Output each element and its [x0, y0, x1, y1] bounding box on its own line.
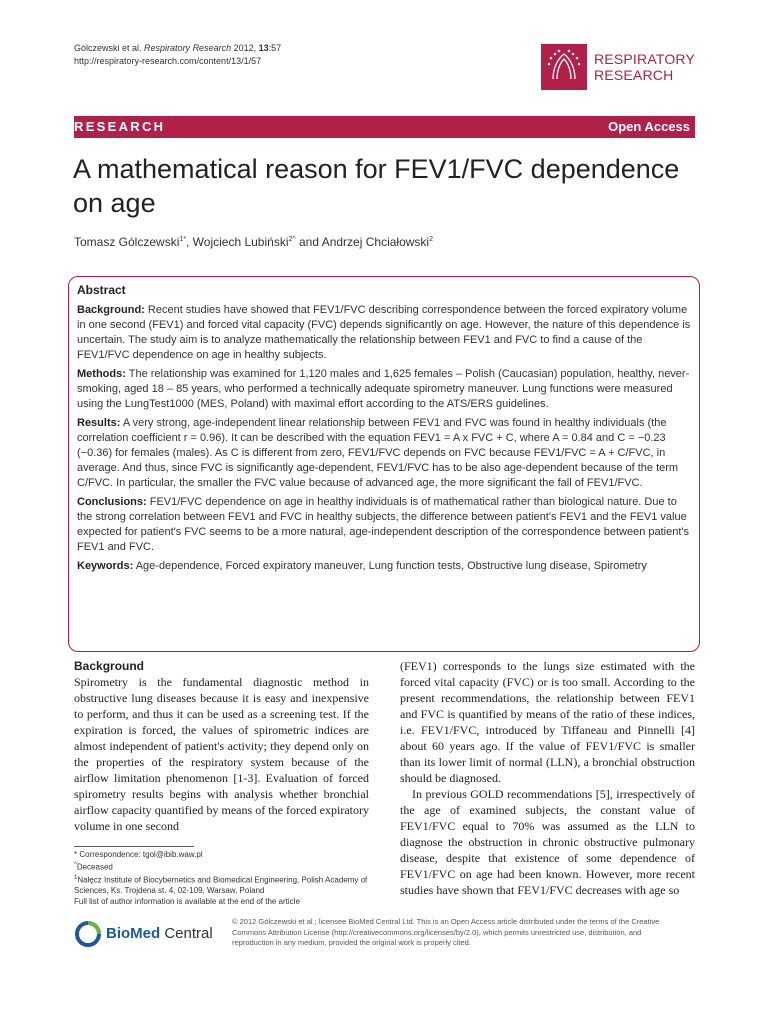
footnotes — [74, 849, 374, 907]
abstract-section-background — [77, 303, 691, 363]
abstract-section-methods — [77, 367, 691, 412]
abstract-label: Methods: — [77, 368, 126, 380]
affiliation-note: $^1$Nałęcz Institute of Biocybernetics and Biomedical Engineering, Polish Academy of Sciences, Ks. Trojdena st. 4, 02-109, Warsaw, Poland — [74, 874, 368, 896]
article-title: A mathematical reason for FEV1/FVC dependence on age — [73, 154, 680, 218]
journal-logo — [541, 44, 695, 90]
open-access-label: Open Access — [608, 119, 690, 134]
abstract-label: Results: — [77, 417, 121, 429]
research-banner — [74, 116, 695, 138]
deceased-note: ^Deceased — [74, 862, 113, 872]
author-info-note: Full list of author information is available at the end of the article — [74, 897, 300, 907]
body-column-left — [74, 658, 369, 834]
abstract-box — [68, 276, 700, 652]
abstract-label: Conclusions: — [77, 496, 147, 508]
journal-logo-text — [594, 51, 695, 83]
author-list — [74, 235, 433, 249]
logo-line-2: RESEARCH — [594, 67, 674, 83]
author-separator: , — [185, 235, 193, 249]
publisher-name: BioMed Central — [106, 925, 213, 942]
abstract-text: A very strong, age-independent linear relationship between FEV1 and FVC was found in healthy individuals (the correlation coefficient r = 0.96). It can be described with the equation FEV1 = A x FVC + C, where A = 0.84 and C = −0.23 (−0.36) for females (males). As C is different from zero, FEV1/FVC depends on FVC because FEV1/FVC = A + C/FVC, in average. And thus, since FVC is significantly age-dependent, FEV1/FVC has to be also age-dependent because of the term C/FVC. In particular, the smaller the FVC value because of advanced age, the more significant the fall of FEV1/FVC. — [77, 417, 679, 489]
author-affiliation-mark: 2^ — [288, 236, 296, 243]
correspondence-note: * Correspondence: tgol@ibib.waw.pl — [74, 850, 203, 859]
abstract-heading: Abstract — [77, 283, 126, 297]
abstract-text: Recent studies have showed that FEV1/FVC describing correspondence between the forced expiratory volume in one second (FEV1) and forced vital capacity (FVC) depends significantly on age. However, the nature of this dependence is uncertain. The study aim is to analyze mathematically the relationship between FEV1 and FVC to find a cause of the FEV1/FVC dependence on age in healthy subjects. — [77, 304, 691, 361]
abstract-label: Background: — [77, 304, 145, 316]
footnote-divider — [74, 846, 194, 847]
author-name: Andrzej Chciałowski — [321, 235, 430, 249]
author-affiliation-mark: 2 — [429, 236, 433, 243]
abstract-label: Keywords: — [77, 560, 134, 572]
article-type-label: RESEARCH — [74, 119, 166, 134]
citation-journal: Respiratory Research — [144, 43, 232, 53]
body-paragraph: In previous GOLD recommendations [5], irrespectively of the age of examined subjects, the constant value of FEV1/FVC equal to 70% was assumed as the LLN to diagnose the obstruction in chronic obstructive pulmonary disease, despite that existence of some dependence of FEV1/FVC on age had been known. However, more recent studies have shown that FEV1/FVC decreases with age so — [400, 787, 695, 897]
citation-block — [74, 42, 281, 68]
abstract-section-results — [77, 416, 691, 491]
body-column-right — [400, 658, 695, 898]
section-heading: Background — [74, 659, 145, 673]
author-separator: and — [295, 235, 322, 249]
citation-authors: Gólczewski et al. — [74, 43, 142, 53]
copyright-notice: © 2012 Gólczewski et al.; licensee BioMed Central Ltd. This is an Open Access article distributed under the terms of the Creative Commons Attribution License (http://creativecommons.org/licenses/by/2.0), which permits unrestricted use, distribution, and reproduction in any medium, provided the original work is properly cited. — [232, 917, 660, 947]
abstract-text: The relationship was examined for 1,120 males and 1,625 females – Polish (Caucasian) population, healthy, never-smoking, aged 18 – 85 years, who performed a technically adequate spirometry maneuver. Lung functions were measured using the LungTest1000 (MES, Poland) with maximal effort according to the ATS/ERS guidelines. — [77, 368, 690, 410]
journal-logo-icon — [541, 44, 587, 90]
author-name: Wojciech Lubiński — [192, 235, 289, 249]
publisher-logo — [74, 918, 224, 952]
body-paragraph: (FEV1) corresponds to the lungs size estimated with the forced vital capacity (FVC) or is too small. According to the present recommendations, the relationship between FEV1 and FVC is quantified by means of the ratio of these indices, i.e. FEV1/FVC, introduced by Tiffaneau and Pinnelli [4] about 60 years ago. If the value of FEV1/FVC is smaller than its lower limit of normal (LLN), a bronchial obstruction should be diagnosed. — [400, 659, 695, 785]
author-name: Tomasz Gólczewski — [74, 235, 180, 249]
citation-line — [74, 42, 281, 55]
abstract-section-conclusions — [77, 495, 691, 555]
author-affiliation-mark: 1* — [179, 236, 186, 243]
abstract-section-keywords — [77, 559, 691, 574]
logo-line-1: RESPIRATORY — [594, 51, 696, 67]
citation-year: 2012, — [233, 43, 257, 53]
abstract-text: Age-dependence, Forced expiratory maneuver, Lung function tests, Obstructive lung disease, Spirometry — [135, 560, 647, 572]
citation-volume: 13 — [258, 43, 269, 53]
body-paragraph: Spirometry is the fundamental diagnostic method in obstructive lung diseases because it is easy and inexpensive to perform, and thus it can be used as a screening test. If the expiration is forced, the values of spirometric indices are almost independent of patient's activity; they depend only on the properties of the respiratory system because of the airflow limitation phenomenon [1-3]. Evaluation of forced spirometry results begins with analysis whether bronchial airflow capacity quantified by means of the forced expiratory volume in one second — [74, 675, 369, 833]
biomed-central-icon — [74, 920, 102, 948]
citation-article: :57 — [268, 43, 282, 53]
abstract-text: FEV1/FVC dependence on age in healthy individuals is of mathematical rather than biological nature. Due to the strong correlation between FEV1 and FVC in healthy subjects, the difference between patient's FEV1 and the FEV1 value expected for patient's FVC seems to be a more natural, age-independent description of the correspondence between patient's FEV1 and FVC. — [77, 496, 690, 553]
article-url[interactable]: http://respiratory-research.com/content/13/1/57 — [74, 56, 262, 66]
